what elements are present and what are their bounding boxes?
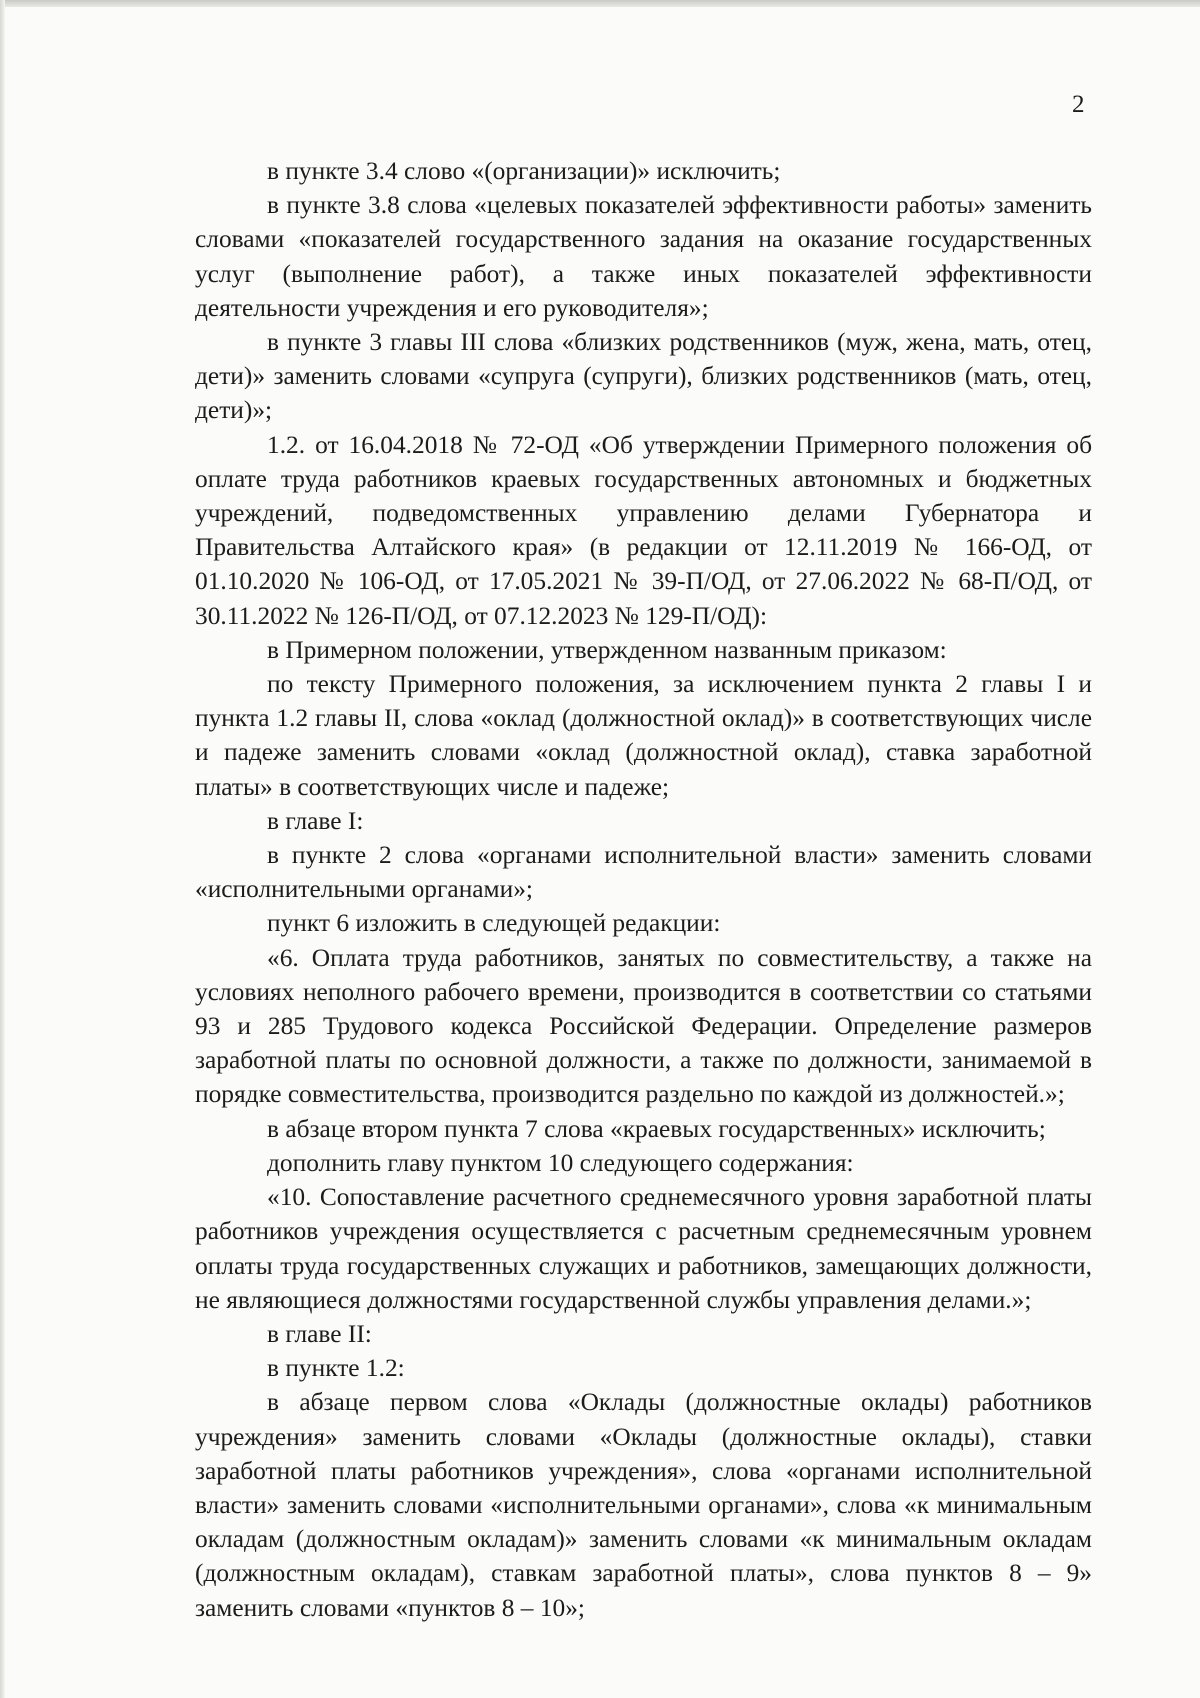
document-body (195, 154, 1092, 1625)
paragraph-3: в пункте 3 главы III слова «близких родственников (муж, жена, мать, отец, дети)» заменить словами «супруга (супруги), близких родственников (мать, отец, дети)»; (195, 328, 1092, 425)
paragraph-11: в абзаце втором пункта 7 слова «краевых государственных» исключить; (267, 1114, 1046, 1143)
paragraph-6: по тексту Примерного положения, за исключением пункта 2 главы I и пункта 1.2 главы II, слова «оклад (должностной оклад)» в соответствующих числе и падеже заменить словами «оклад (должностной оклад), ставка заработной платы» в соответствующих числе и падеже; (195, 670, 1092, 801)
scan-edge-left (0, 0, 5, 1698)
paragraph-13: «10. Сопоставление расчетного среднемесячного уровня заработной платы работников учреждения осуществляется с расчетным среднемесячным уровнем оплаты труда государственных служащих и работников, замещающих должности, не являющиеся должностями государственной службы управления делами.»; (195, 1183, 1092, 1314)
paragraph-10: «6. Оплата труда работников, занятых по совместительству, а также на условиях неполного рабочего времени, производится в соответствии со статьями 93 и 285 Трудового кодекса Российской Федерации. Определение размеров заработной платы по основной должности, а также по должности, занимаемой в порядке совместительства, производится раздельно по каждой из должностей.»; (195, 943, 1092, 1109)
paragraph-1: в пункте 3.4 слово «(организации)» исключить; (267, 157, 781, 185)
paragraph-5: в Примерном положении, утвержденном названным приказом: (267, 635, 947, 664)
paragraph-9: пункт 6 изложить в следующей редакции: (267, 909, 721, 938)
paragraph-4: 1.2. от 16.04.2018 № 72-ОД «Об утверждении Примерного положения об оплате труда работников краевых государственных автономных и бюджетных учреждений, подведомственных управлению делами Губернатора и Правительства Алтайского края» (в редакции от 12.11.2019 № 166-ОД, от 01.10.2020 № 106-ОД, от 17.05.2021 № 39-П/ОД, от 27.06.2022 № 68-П/ОД, от 30.11.2022 № 126-П/ОД, от 07.12.2023 № 129-П/ОД): (195, 430, 1092, 630)
page-number: 2 (1072, 91, 1085, 118)
paragraph-8: в пункте 2 слова «органами исполнительной власти» заменить словами «исполнительными органами»; (195, 841, 1092, 904)
paragraph-15: в пункте 1.2: (267, 1354, 405, 1383)
paragraph-16: в абзаце первом слова «Оклады (должностные оклады) работников учреждения» заменить словами «Оклады (должностные оклады), ставки заработной платы работников учреждения», слова «органами исполнительной власти» заменить словами «исполнительными органами», слова «к минимальным окладам (должностным окладам)» заменить словами «к минимальным окладам (должностным окладам), ставкам заработной платы», слова пунктов 8 – 9» заменить словами «пунктов 8 – 10»; (195, 1388, 1092, 1622)
paragraph-14: в главе II: (267, 1319, 372, 1348)
paragraph-12: дополнить главу пунктом 10 следующего содержания: (267, 1148, 854, 1177)
paragraph-7: в главе I: (267, 806, 364, 835)
paragraph-2: в пункте 3.8 слова «целевых показателей эффективности работы» заменить словами «показателей государственного задания на оказание государственных услуг (выполнение работ), а также иных показателей эффективности деятельности учреждения и его руководителя»; (195, 191, 1092, 322)
scan-edge-top (0, 0, 1200, 7)
